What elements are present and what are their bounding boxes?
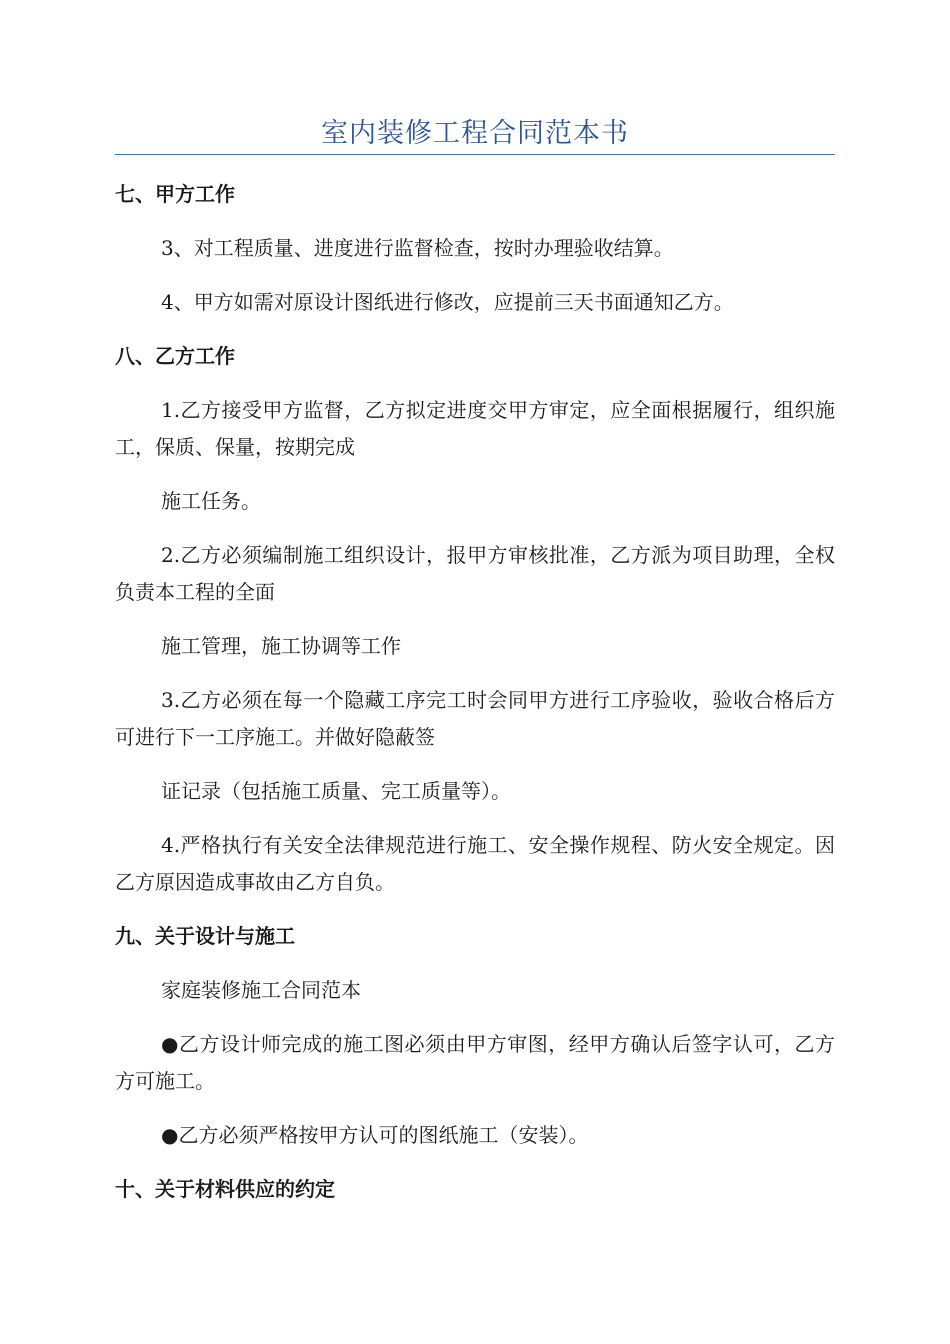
paragraph: 4.严格执行有关安全法律规范进行施工、安全操作规程、防火安全规定。因乙方原因造成事故由乙方自负。 [115,833,835,894]
section-heading-9: 九、关于设计与施工 [115,924,295,948]
paragraph: 家庭装修施工合同范本 [161,978,361,1002]
section-heading-10: 十、关于材料供应的约定 [115,1177,335,1201]
paragraph: 1.乙方接受甲方监督，乙方拟定进度交甲方审定，应全面根据履行，组织施工，保质、保量，按期完成 [115,398,835,459]
section-heading-7: 七、甲方工作 [115,182,235,206]
paragraph: 3.乙方必须在每一个隐藏工序完工时会同甲方进行工序验收，验收合格后方可进行下一工序施工。并做好隐蔽签 [115,688,835,749]
paragraph: 证记录（包括施工质量、完工质量等）。 [161,779,511,803]
paragraph: 2.乙方必须编制施工组织设计，报甲方审核批准，乙方派为项目助理，全权负责本工程的全面 [115,543,835,604]
bullet-paragraph: ●乙方设计师完成的施工图必须由甲方审图，经甲方确认后签字认可，乙方方可施工。 [115,1032,835,1093]
paragraph: 施工管理，施工协调等工作 [161,634,401,658]
section-heading-8: 八、乙方工作 [115,344,235,368]
paragraph: 施工任务。 [161,489,261,513]
document-body [115,176,835,1225]
document-title: 室内装修工程合同范本书 [321,118,629,149]
bullet-paragraph: ●乙方必须严格按甲方认可的图纸施工（安装）。 [161,1123,589,1147]
paragraph: 3、对工程质量、进度进行监督检查，按时办理验收结算。 [161,236,674,260]
title-underline [115,154,835,155]
paragraph: 4、甲方如需对原设计图纸进行修改，应提前三天书面通知乙方。 [161,290,734,314]
